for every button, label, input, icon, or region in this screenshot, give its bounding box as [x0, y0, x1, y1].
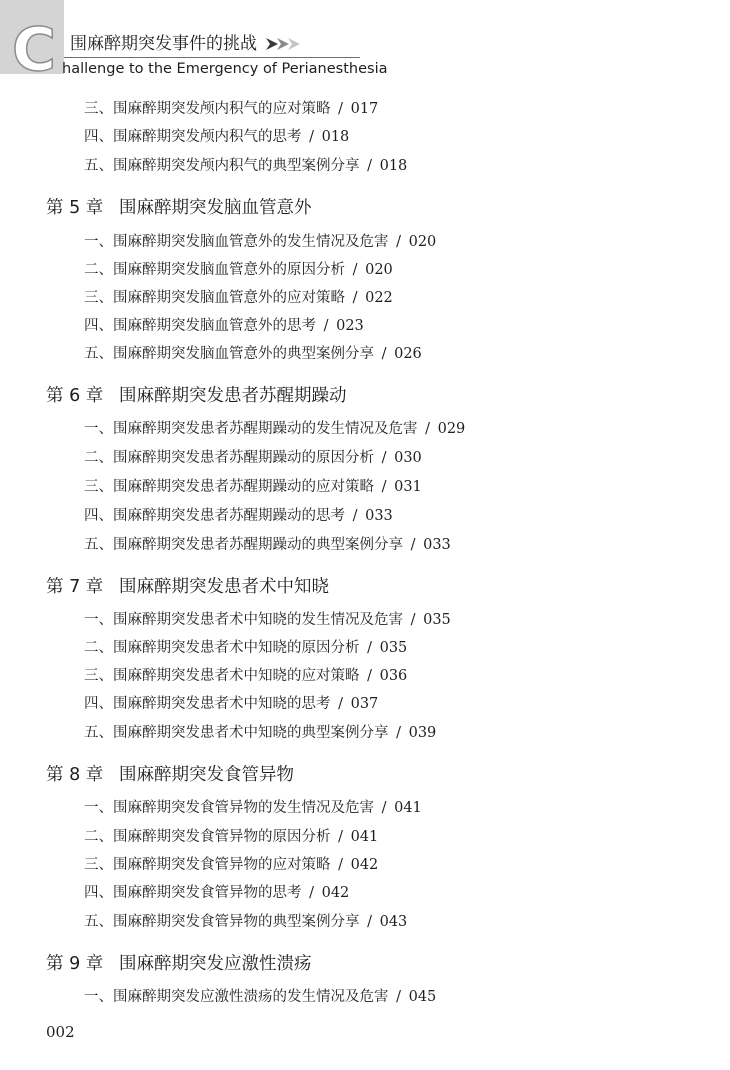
- toc-entry-separator: /: [362, 158, 377, 174]
- toc-entry-title: 五、围麻醉期突发脑血管意外的典型案例分享: [84, 346, 374, 362]
- toc-entry-title: 三、围麻醉期突发患者术中知晓的应对策略: [84, 668, 360, 684]
- running-header-title: [70, 33, 298, 55]
- toc-entry-separator: /: [391, 989, 406, 1005]
- toc-entry-page: 031: [394, 479, 422, 495]
- toc-entry-page: 030: [394, 450, 422, 466]
- toc-entry-page: 037: [350, 696, 379, 712]
- toc-entry: [84, 418, 465, 440]
- toc-entry-separator: /: [406, 537, 421, 553]
- header-initial-letter: C: [12, 15, 57, 85]
- toc-entry-page: 045: [408, 989, 437, 1005]
- toc-entry-page: 018: [321, 129, 350, 145]
- chapter-title: 围麻醉期突发脑血管意外: [119, 198, 312, 218]
- toc-entry-page: 033: [365, 508, 393, 524]
- toc-entry-page: 042: [321, 885, 350, 901]
- toc-entry: [84, 882, 349, 904]
- toc-entry-separator: /: [362, 640, 377, 656]
- toc-entry: [84, 126, 349, 148]
- toc-entry: [84, 911, 407, 933]
- toc-entry-separator: /: [348, 262, 363, 278]
- chapter-number: 第 5 章: [46, 198, 104, 218]
- toc-entry-title: 一、围麻醉期突发脑血管意外的发生情况及危害: [84, 234, 389, 250]
- toc-entry-title: 三、围麻醉期突发颅内积气的应对策略: [84, 101, 331, 117]
- toc-entry-page: 035: [423, 612, 451, 628]
- page-number: 002: [46, 1023, 75, 1041]
- toc-entry-title: 五、围麻醉期突发颅内积气的典型案例分享: [84, 158, 360, 174]
- toc-entry-separator: /: [391, 234, 406, 250]
- toc-entry: [84, 155, 407, 177]
- toc-entry-title: 二、围麻醉期突发食管异物的原因分析: [84, 829, 331, 845]
- toc-entry-title: 三、围麻醉期突发患者苏醒期躁动的应对策略: [84, 479, 374, 495]
- toc-entry: [84, 259, 393, 281]
- toc-entry: [84, 343, 422, 365]
- toc-entry: [84, 534, 451, 556]
- toc-entry: [84, 505, 393, 527]
- toc-entry-page: 036: [379, 668, 408, 684]
- toc-entry: [84, 476, 422, 498]
- toc-entry-separator: /: [348, 290, 363, 306]
- toc-entry-title: 二、围麻醉期突发患者术中知晓的原因分析: [84, 640, 360, 656]
- toc-entry-separator: /: [304, 129, 319, 145]
- chapter-title: 围麻醉期突发食管异物: [119, 765, 294, 785]
- toc-entry-title: 四、围麻醉期突发患者术中知晓的思考: [84, 696, 331, 712]
- chapter-title: 围麻醉期突发患者术中知晓: [119, 577, 329, 597]
- toc-entry-page: 042: [350, 857, 379, 873]
- chapter-heading: [46, 952, 312, 976]
- toc-entry-title: 五、围麻醉期突发患者苏醒期躁动的典型案例分享: [84, 537, 403, 553]
- toc-entry: [84, 98, 378, 120]
- toc-entry: [84, 986, 436, 1008]
- toc-entry: [84, 315, 364, 337]
- toc-entry-title: 三、围麻醉期突发食管异物的应对策略: [84, 857, 331, 873]
- chapter-title: 围麻醉期突发患者苏醒期躁动: [119, 386, 347, 406]
- toc-entry-title: 三、围麻醉期突发脑血管意外的应对策略: [84, 290, 345, 306]
- toc-entry-separator: /: [319, 318, 334, 334]
- toc-entry-page: 020: [408, 234, 437, 250]
- toc-entry-page: 039: [408, 725, 437, 741]
- toc-entry-page: 026: [394, 346, 422, 362]
- toc-entry-page: 018: [379, 158, 408, 174]
- toc-entry-title: 五、围麻醉期突发患者术中知晓的典型案例分享: [84, 725, 389, 741]
- toc-entry-title: 一、围麻醉期突发患者术中知晓的发生情况及危害: [84, 612, 403, 628]
- toc-entry-title: 二、围麻醉期突发患者苏醒期躁动的原因分析: [84, 450, 374, 466]
- chapter-heading: [46, 575, 329, 599]
- toc-entry: [84, 231, 436, 253]
- toc-entry-separator: /: [333, 101, 348, 117]
- toc-entry-title: 一、围麻醉期突发食管异物的发生情况及危害: [84, 800, 374, 816]
- toc-entry: [84, 637, 407, 659]
- chapter-title: 围麻醉期突发应激性溃疡: [119, 954, 312, 974]
- toc-entry-page: 035: [379, 640, 408, 656]
- toc-entry-separator: /: [362, 668, 377, 684]
- toc-entry-separator: /: [362, 914, 377, 930]
- toc-entry-title: 四、围麻醉期突发颅内积气的思考: [84, 129, 302, 145]
- toc-entry-separator: /: [333, 857, 348, 873]
- toc-entry: [84, 447, 422, 469]
- toc-entry: [84, 826, 378, 848]
- chapter-number: 第 8 章: [46, 765, 104, 785]
- toc-entry-separator: /: [377, 800, 392, 816]
- triple-chevron-icon: [265, 37, 298, 51]
- chapter-number: 第 7 章: [46, 577, 104, 597]
- toc-entry-title: 一、围麻醉期突发应激性溃疡的发生情况及危害: [84, 989, 389, 1005]
- toc-entry: [84, 854, 378, 876]
- toc-entry-separator: /: [333, 696, 348, 712]
- toc-entry-page: 041: [394, 800, 422, 816]
- toc-entry-page: 022: [365, 290, 393, 306]
- toc-entry: [84, 287, 393, 309]
- toc-entry-page: 023: [336, 318, 364, 334]
- toc-entry-page: 020: [365, 262, 393, 278]
- toc-entry-title: 五、围麻醉期突发食管异物的典型案例分享: [84, 914, 360, 930]
- header-rule: [64, 57, 360, 58]
- toc-entry-separator: /: [391, 725, 406, 741]
- toc-entry-separator: /: [348, 508, 363, 524]
- toc-entry-page: 017: [350, 101, 379, 117]
- toc-entry-page: 043: [379, 914, 408, 930]
- toc-entry-separator: /: [420, 421, 435, 437]
- running-header-subtitle: hallenge to the Emergency of Perianesthesia: [62, 61, 388, 77]
- toc-entry: [84, 722, 436, 744]
- toc-entry: [84, 693, 378, 715]
- toc-entry: [84, 797, 422, 819]
- toc-entry-separator: /: [377, 346, 392, 362]
- toc-entry-title: 四、围麻醉期突发患者苏醒期躁动的思考: [84, 508, 345, 524]
- toc-entry-separator: /: [304, 885, 319, 901]
- toc-entry-separator: /: [377, 479, 392, 495]
- chapter-number: 第 6 章: [46, 386, 104, 406]
- toc-entry-title: 四、围麻醉期突发食管异物的思考: [84, 885, 302, 901]
- chapter-heading: [46, 384, 347, 408]
- toc-entry: [84, 609, 451, 631]
- running-header-title-text: 围麻醉期突发事件的挑战: [70, 34, 257, 54]
- chapter-heading: [46, 763, 294, 787]
- toc-entry-page: 041: [350, 829, 379, 845]
- toc-entry: [84, 665, 407, 687]
- toc-entry-page: 029: [437, 421, 466, 437]
- toc-entry-separator: /: [377, 450, 392, 466]
- toc-entry-page: 033: [423, 537, 451, 553]
- toc-entry-title: 四、围麻醉期突发脑血管意外的思考: [84, 318, 316, 334]
- chapter-heading: [46, 196, 312, 220]
- toc-entry-title: 一、围麻醉期突发患者苏醒期躁动的发生情况及危害: [84, 421, 418, 437]
- toc-entry-separator: /: [333, 829, 348, 845]
- chapter-number: 第 9 章: [46, 954, 104, 974]
- toc-entry-title: 二、围麻醉期突发脑血管意外的原因分析: [84, 262, 345, 278]
- toc-entry-separator: /: [406, 612, 421, 628]
